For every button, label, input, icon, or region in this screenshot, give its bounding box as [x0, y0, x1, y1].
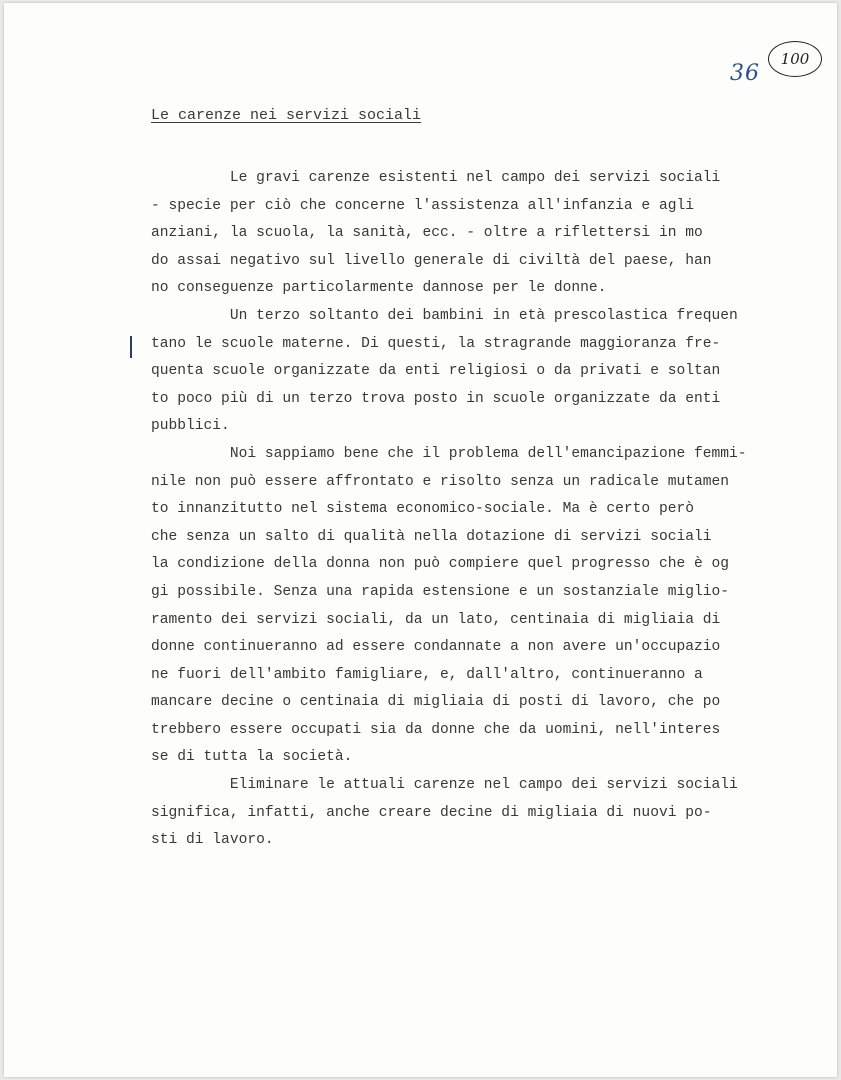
- text-line: to innanzitutto nel sistema economico-sociale. Ma è certo però: [151, 501, 694, 518]
- body-text: [151, 165, 831, 855]
- text-line: ne fuori dell'ambito famigliare, e, dall'altro, continueranno a: [151, 666, 703, 683]
- text-line: mancare decine o centinaia di migliaia di posti di lavoro, che po: [151, 694, 721, 711]
- text-line: Le gravi carenze esistenti nel campo dei servizi sociali: [151, 170, 721, 186]
- text-line: sti di lavoro.: [151, 832, 274, 849]
- text-line: quenta scuole organizzate da enti religiosi o da privati e soltan: [151, 363, 721, 380]
- text-line: donne continueranno ad essere condannate a non avere un'occupazio: [151, 639, 721, 656]
- document-page: [4, 3, 837, 1077]
- text-line: ramento dei servizi sociali, da un lato, centinaia di migliaia di: [151, 611, 721, 628]
- text-line: to poco più di un terzo trova posto in scuole organizzate da enti: [151, 390, 721, 407]
- circled-page-number: 100: [768, 41, 822, 77]
- page-number: 36: [730, 61, 760, 86]
- text-line: pubblici.: [151, 418, 230, 435]
- text-line: nile non può essere affrontato e risolto senza un radicale mutamen: [151, 473, 730, 490]
- text-line: Noi sappiamo bene che il problema dell'emancipazione femmi-: [151, 445, 747, 462]
- text-line: gi possibile. Senza una rapida estensione e un sostanziale miglio-: [151, 583, 730, 600]
- text-line: do assai negativo sul livello generale di civiltà del paese, han: [151, 252, 712, 269]
- text-line: la condizione della donna non può compiere quel progresso che è og: [151, 556, 730, 573]
- text-line: Eliminare le attuali carenze nel campo dei servizi sociali: [151, 777, 738, 794]
- text-line: anziani, la scuola, la sanità, ecc. - oltre a riflettersi in mo: [151, 225, 703, 242]
- section-title: Le carenze nei servizi sociali: [151, 107, 422, 124]
- text-line: che senza un salto di qualità nella dotazione di servizi sociali: [151, 528, 712, 545]
- text-line: Un terzo soltanto dei bambini in età prescolastica frequen: [151, 307, 738, 324]
- text-line: tano le scuole materne. Di questi, la stragrande maggioranza fre-: [151, 335, 721, 352]
- text-line: se di tutta la società.: [151, 749, 353, 766]
- text-line: no conseguenze particolarmente dannose per le donne.: [151, 280, 607, 297]
- text-line: trebbero essere occupati sia da donne che da uomini, nell'interes: [151, 721, 721, 738]
- text-line: significa, infatti, anche creare decine di migliaia di nuovi po-: [151, 804, 712, 821]
- text-line: - specie per ciò che concerne l'assistenza all'infanzia e agli: [151, 197, 694, 214]
- margin-mark: [130, 336, 132, 358]
